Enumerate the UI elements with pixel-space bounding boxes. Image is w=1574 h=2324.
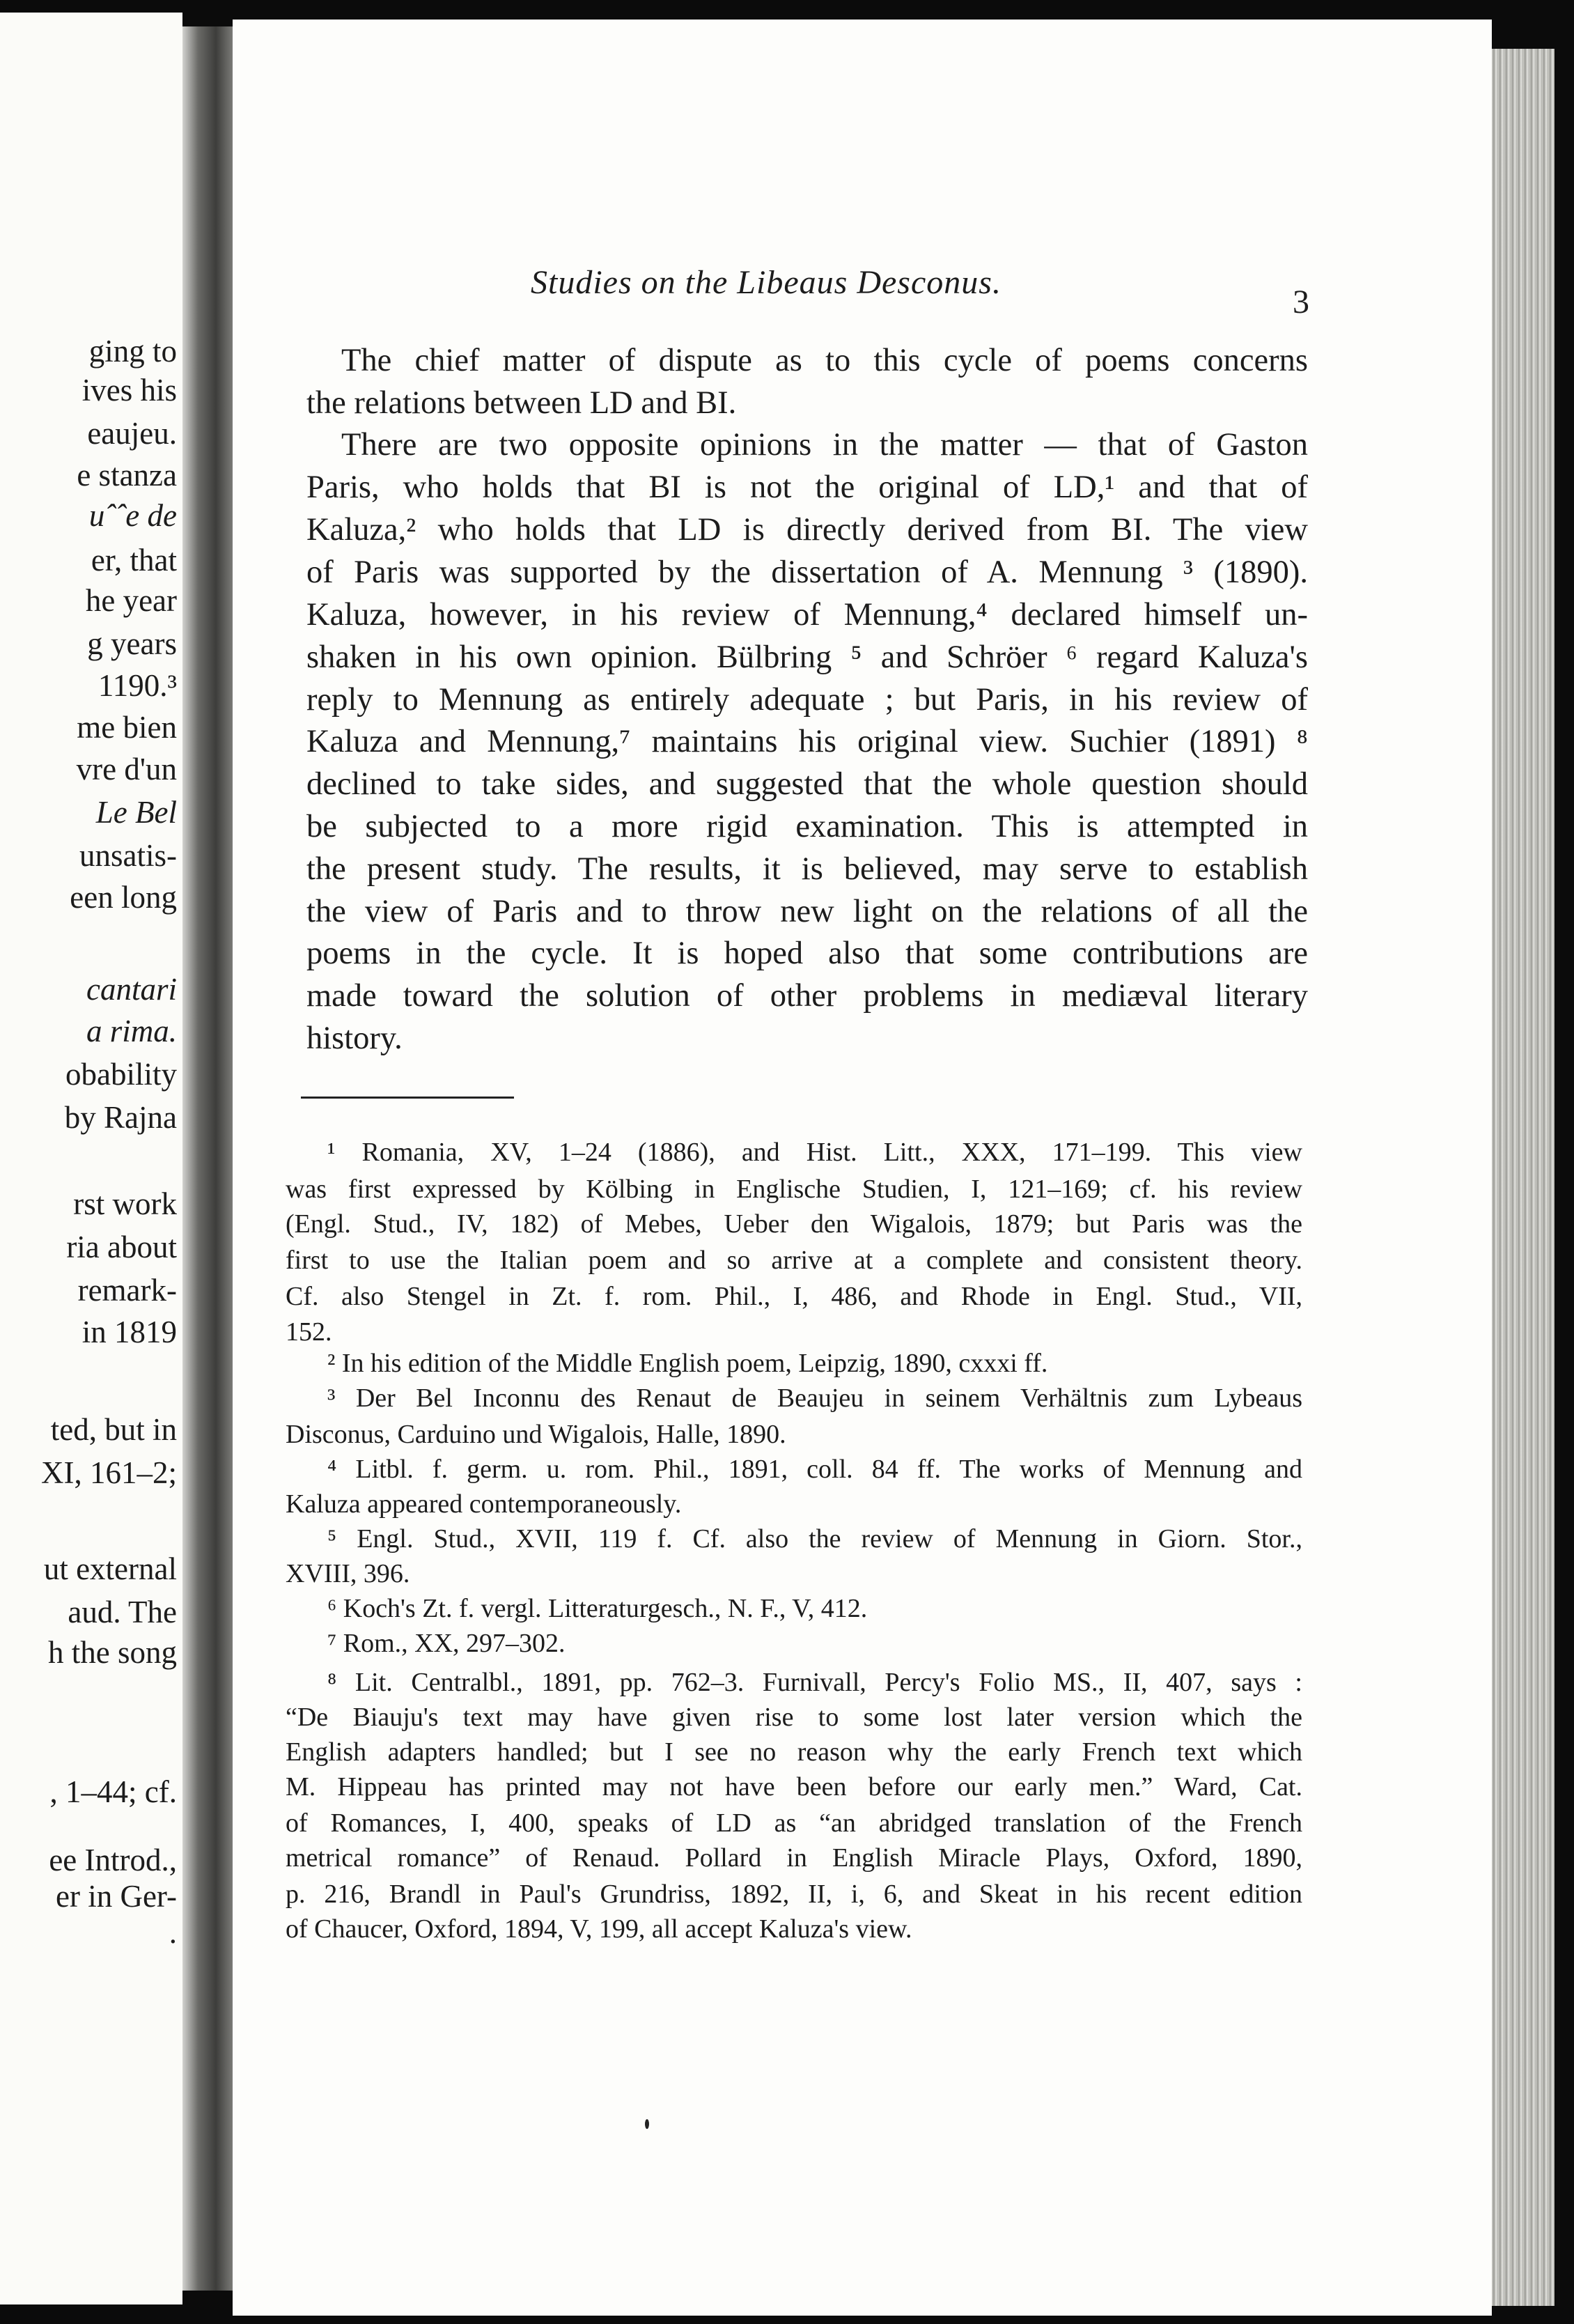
footnote-line: ⁵ Engl. Stud., XVII, 119 f. Cf. also the review of Mennung in Giorn. Stor., [327, 1524, 1302, 1554]
body-line: reply to Mennung as entirely adequate ; but Paris, in his review of [306, 682, 1308, 718]
facing-page-line: . [169, 1915, 177, 1950]
facing-page-line: er in Ger- [55, 1879, 177, 1914]
footnote-line: ¹ Romania, XV, 1–24 (1886), and Hist. Litt., XXX, 171–199. This view [327, 1138, 1302, 1167]
facing-page-line: cantari [86, 972, 177, 1007]
body-line: Kaluza,² who holds that LD is directly derived from BI. The view [306, 512, 1308, 548]
print-speck [645, 2119, 649, 2129]
page-number: 3 [1293, 284, 1309, 320]
facing-page-line: ives his [81, 373, 177, 408]
body-line: Kaluza, however, in his review of Mennung,⁴ declared himself un- [306, 597, 1308, 633]
facing-page-line: 1190.³ [98, 668, 177, 703]
facing-page-line: , 1–44; cf. [49, 1774, 177, 1809]
body-line: made toward the solution of other problems in mediæval literary [306, 978, 1308, 1014]
facing-page-line: g years [87, 626, 177, 661]
footnote-line: ² In his edition of the Middle English poem, Leipzig, 1890, cxxxi ff. [327, 1349, 1048, 1378]
body-line: Kaluza and Mennung,⁷ maintains his original view. Suchier (1891) ⁸ [306, 724, 1308, 759]
facing-page-line: h the song [48, 1635, 177, 1670]
body-line: The chief matter of dispute as to this cycle of poems concerns [341, 343, 1308, 378]
facing-page-line: e stanza [77, 458, 177, 493]
body-line: declined to take sides, and suggested that the whole question should [306, 766, 1308, 802]
footnote-line: ⁴ Litbl. f. germ. u. rom. Phil., 1891, coll. 84 ff. The works of Mennung and [327, 1455, 1302, 1484]
facing-page-line: ee Introd., [49, 1843, 177, 1877]
footnote-line: M. Hippeau has printed may not have been before our early men.” Ward, Cat. [286, 1772, 1302, 1802]
footnote-rule [301, 1097, 514, 1099]
facing-page-line: vre d'un [76, 752, 177, 787]
footnote-line: ⁸ Lit. Centralbl., 1891, pp. 762–3. Furnivall, Percy's Folio MS., II, 407, says : [327, 1668, 1302, 1697]
facing-page-line: me bien [77, 710, 177, 745]
footnote-line: Cf. also Stengel in Zt. f. rom. Phil., I, 486, and Rhode in Engl. Stud., VII, [286, 1282, 1302, 1311]
footnote-line: of Chaucer, Oxford, 1894, V, 199, all accept Kaluza's view. [286, 1914, 912, 1944]
facing-page-line: XI, 161–2; [41, 1455, 177, 1490]
facing-page-line: in 1819 [81, 1315, 177, 1349]
footnote-line: 152. [286, 1317, 332, 1347]
facing-page-line: ted, but in [50, 1412, 177, 1447]
facing-page-line: een long [70, 880, 177, 915]
facing-page-line: ria about [66, 1230, 177, 1264]
page-edge [1492, 49, 1554, 2306]
body-line: the present study. The results, it is believed, may serve to establish [306, 851, 1308, 887]
footnote-line: of Romances, I, 400, speaks of LD as “an abridged translation of the French [286, 1808, 1302, 1838]
body-line: history. [306, 1021, 403, 1056]
body-line: of Paris was supported by the dissertation of A. Mennung ³ (1890). [306, 555, 1308, 590]
footnote-line: ³ Der Bel Inconnu des Renaut de Beaujeu in seinem Verhältnis zum Lybeaus [327, 1384, 1302, 1413]
body-line: poems in the cycle. It is hoped also that some contributions are [306, 936, 1308, 971]
footnote-line: ⁷ Rom., XX, 297–302. [327, 1629, 566, 1658]
footnote-line: p. 216, Brandl in Paul's Grundriss, 1892, II, i, 6, and Skeat in his recent edition [286, 1880, 1302, 1909]
footnote-line: first to use the Italian poem and so arrive at a complete and consistent theory. [286, 1246, 1302, 1275]
facing-page-line: a rima. [86, 1014, 177, 1048]
facing-page-line: Le Bel [95, 795, 177, 830]
body-line: the view of Paris and to throw new light on the relations of all the [306, 894, 1308, 929]
footnote-line: English adapters handled; but I see no reason why the early French text which [286, 1737, 1302, 1767]
body-line: be subjected to a more rigid examination. This is attempted in [306, 809, 1308, 844]
body-line: Paris, who holds that BI is not the original of LD,¹ and that of [306, 470, 1308, 505]
facing-page-line: eaujeu. [87, 416, 177, 451]
facing-page-line: er, that [91, 543, 177, 578]
footnote-line: was first expressed by Kölbing in Englische Studien, I, 121–169; cf. his review [286, 1175, 1302, 1204]
body-line: the relations between LD and BI. [306, 385, 737, 421]
footnote-line: Disconus, Carduino und Wigalois, Halle, 1890. [286, 1420, 786, 1449]
facing-page-line: aud. The [68, 1595, 177, 1629]
footnote-line: ⁶ Koch's Zt. f. vergl. Litteraturgesch., N. F., V, 412. [327, 1594, 868, 1623]
book-gutter [182, 26, 238, 2291]
facing-page-line: ging to [88, 334, 177, 369]
facing-page-line: remark- [77, 1273, 177, 1308]
footnote-line: (Engl. Stud., IV, 182) of Mebes, Ueber den Wigalois, 1879; but Paris was the [286, 1209, 1302, 1239]
footnote-line: “De Biauju's text may have given rise to some lost later version which the [286, 1703, 1302, 1732]
facing-page-line: he year [85, 583, 177, 618]
facing-page-line: ut external [43, 1551, 177, 1586]
facing-page-line: by Rajna [64, 1100, 177, 1135]
footnote-line: XVIII, 396. [286, 1559, 410, 1588]
facing-page-line: obability [65, 1057, 177, 1092]
facing-page-line: unsatis- [79, 838, 177, 873]
facing-page-line: rst work [73, 1186, 177, 1221]
body-line: There are two opposite opinions in the matter — that of Gaston [341, 427, 1308, 463]
footnote-line: metrical romance” of Renaud. Pollard in English Miracle Plays, Oxford, 1890, [286, 1843, 1302, 1873]
body-line: shaken in his own opinion. Bülbring ⁵ and Schröer ⁶ regard Kaluza's [306, 640, 1308, 675]
running-title: Studies on the Libeaus Desconus. [531, 264, 1002, 301]
facing-page-line: uˆˆe de [88, 498, 177, 533]
footnote-line: Kaluza appeared contemporaneously. [286, 1489, 682, 1519]
facing-page-fragment [0, 13, 182, 2304]
